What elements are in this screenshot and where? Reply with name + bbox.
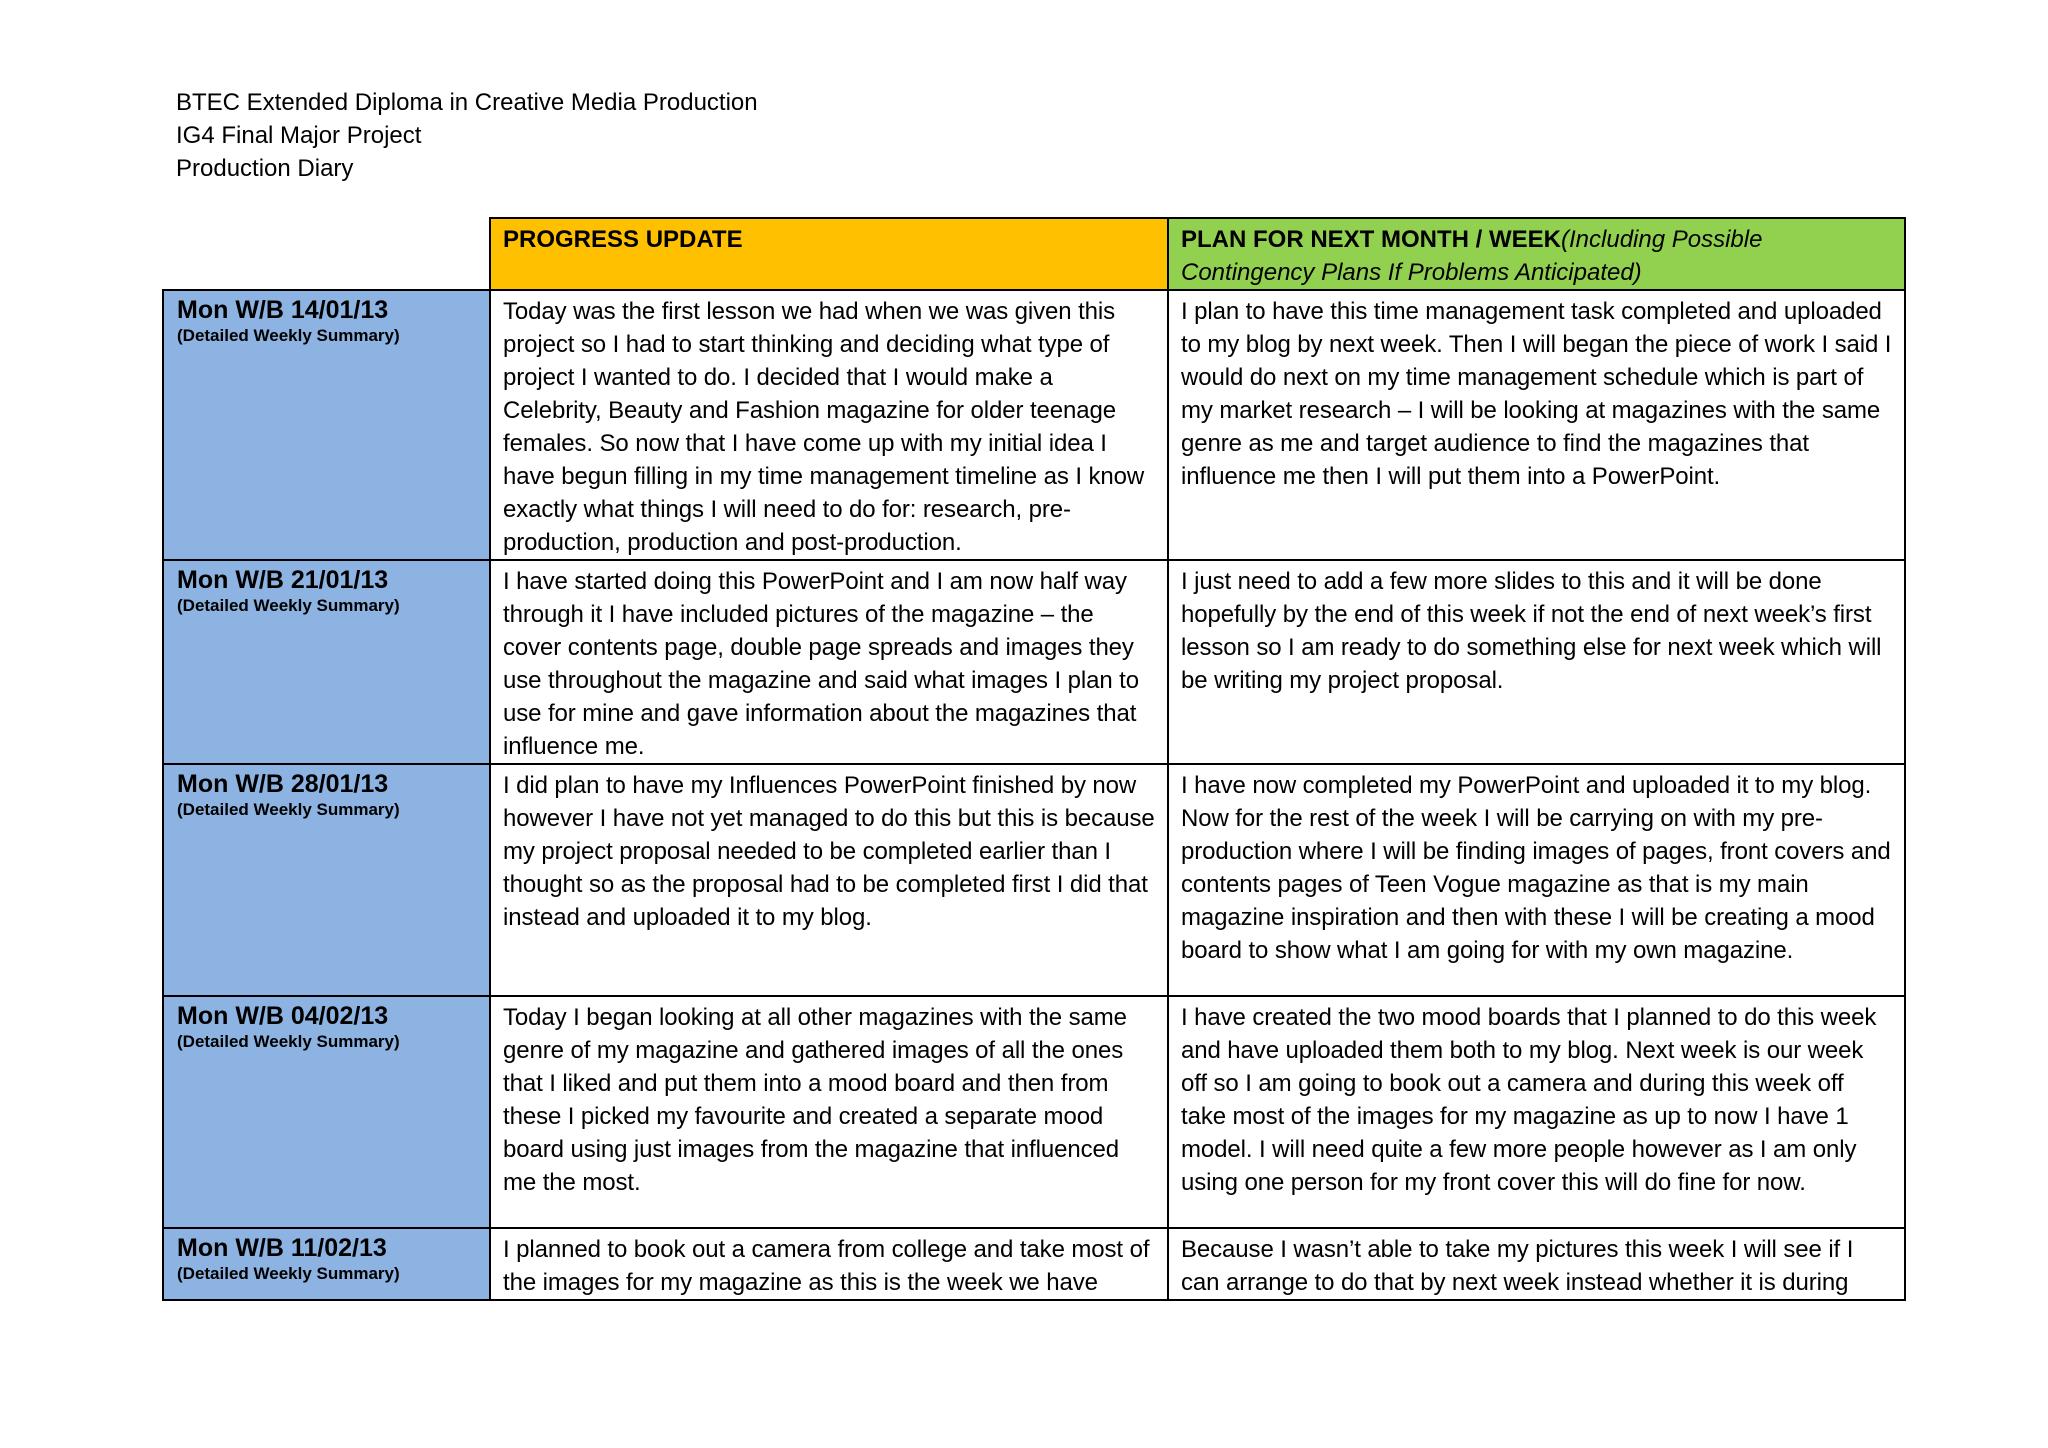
plan-text: Because I wasn’t able to take my pictures this week I will see if I can arrange to do that by next week instead whether it is during	[1181, 1236, 1854, 1296]
week-label: Mon W/B 14/01/13	[177, 296, 389, 324]
week-label: Mon W/B 04/02/13	[177, 1002, 389, 1030]
summary-label: (Detailed Weekly Summary)	[177, 596, 400, 615]
plan-header-label: PLAN FOR NEXT MONTH / WEEK	[1181, 226, 1561, 253]
plan-next-week-header	[1168, 218, 1905, 290]
plan-cell	[1168, 560, 1905, 764]
plan-cell	[1168, 996, 1905, 1228]
diary-title: Production Diary	[176, 155, 354, 182]
week-cell	[163, 996, 490, 1228]
progress-text: I did plan to have my Influences PowerPoint finished by now however I have not yet managed to do this but this is because my project proposal needed to be completed earlier than I thought so as the proposal had to be completed first I did that instead and uploaded it to my blog.	[503, 772, 1155, 931]
week-cell	[163, 290, 490, 560]
plan-cell	[1168, 1228, 1905, 1300]
week-cell	[163, 764, 490, 996]
table-header-row	[163, 218, 1905, 290]
progress-cell	[490, 1228, 1168, 1300]
summary-label: (Detailed Weekly Summary)	[177, 326, 400, 345]
progress-cell	[490, 560, 1168, 764]
progress-text: I planned to book out a camera from college and take most of the images for my magazine as this is the week we have	[503, 1236, 1150, 1296]
summary-label: (Detailed Weekly Summary)	[177, 1264, 400, 1283]
plan-text: I have created the two mood boards that I planned to do this week and have uploaded them both to my blog. Next week is our week off so I am going to book out a camera and during this week off take most of the images for my magazine as up to now I have 1 model. I will need quite a few more people however as I am only using one person for my front cover this will do fine for now.	[1181, 1004, 1877, 1196]
document-header	[176, 86, 758, 185]
progress-update-header	[490, 218, 1168, 290]
progress-text: Today I began looking at all other magazines with the same genre of my magazine and gathered images of all the ones that I liked and put them into a mood board and then from these I picked my favourite and created a separate mood board using just images from the magazine that influenced me the most.	[503, 1004, 1127, 1196]
week-cell	[163, 1228, 490, 1300]
table-row	[163, 560, 1905, 764]
table-row	[163, 996, 1905, 1228]
week-label: Mon W/B 11/02/13	[177, 1234, 387, 1262]
plan-cell	[1168, 764, 1905, 996]
progress-cell	[490, 764, 1168, 996]
week-label: Mon W/B 21/01/13	[177, 566, 389, 594]
table-row	[163, 1228, 1905, 1300]
project-title: IG4 Final Major Project	[176, 122, 422, 149]
plan-text: I just need to add a few more slides to this and it will be done hopefully by the end of this week if not the end of next week’s first lesson so I am ready to do something else for next week which will be writing my project proposal.	[1181, 568, 1882, 694]
progress-text: I have started doing this PowerPoint and I am now half way through it I have included pictures of the magazine – the cover contents page, double page spreads and images they use throughout the magazine and said what images I plan to use for mine and gave information about the magazines that influence me.	[503, 568, 1139, 760]
progress-cell	[490, 290, 1168, 560]
plan-header-note: (Including Possible Contingency Plans If Problems Anticipated)	[1181, 226, 1763, 286]
progress-header-label: PROGRESS UPDATE	[503, 226, 743, 253]
production-diary-table	[162, 217, 1906, 1301]
progress-cell	[490, 996, 1168, 1228]
table-row	[163, 764, 1905, 996]
plan-text: I plan to have this time management task completed and uploaded to my blog by next week. Then I will began the piece of work I said I would do next on my time management schedule which is part of my market research – I will be looking at magazines with the same genre as me and target audience to find the magazines that influence me then I will put them into a PowerPoint.	[1181, 298, 1892, 490]
summary-label: (Detailed Weekly Summary)	[177, 1032, 400, 1051]
plan-text: I have now completed my PowerPoint and uploaded it to my blog. Now for the rest of the week I will be carrying on with my pre-production where I will be finding images of pages, front covers and contents pages of Teen Vogue magazine as that is my main magazine inspiration and then with these I will be creating a mood board to show what I am going for with my own magazine.	[1181, 772, 1891, 964]
empty-corner-cell	[163, 218, 490, 290]
plan-cell	[1168, 290, 1905, 560]
table-row	[163, 290, 1905, 560]
progress-text: Today was the first lesson we had when we was given this project so I had to start thinking and deciding what type of project I wanted to do. I decided that I would make a Celebrity, Beauty and Fashion magazine for older teenage females. So now that I have come up with my initial idea I have begun filling in my time management timeline as I know exactly what things I will need to do for: research, pre-production, production and post-production.	[503, 298, 1145, 556]
week-cell	[163, 560, 490, 764]
week-label: Mon W/B 28/01/13	[177, 770, 389, 798]
summary-label: (Detailed Weekly Summary)	[177, 800, 400, 819]
course-title: BTEC Extended Diploma in Creative Media Production	[176, 89, 758, 116]
